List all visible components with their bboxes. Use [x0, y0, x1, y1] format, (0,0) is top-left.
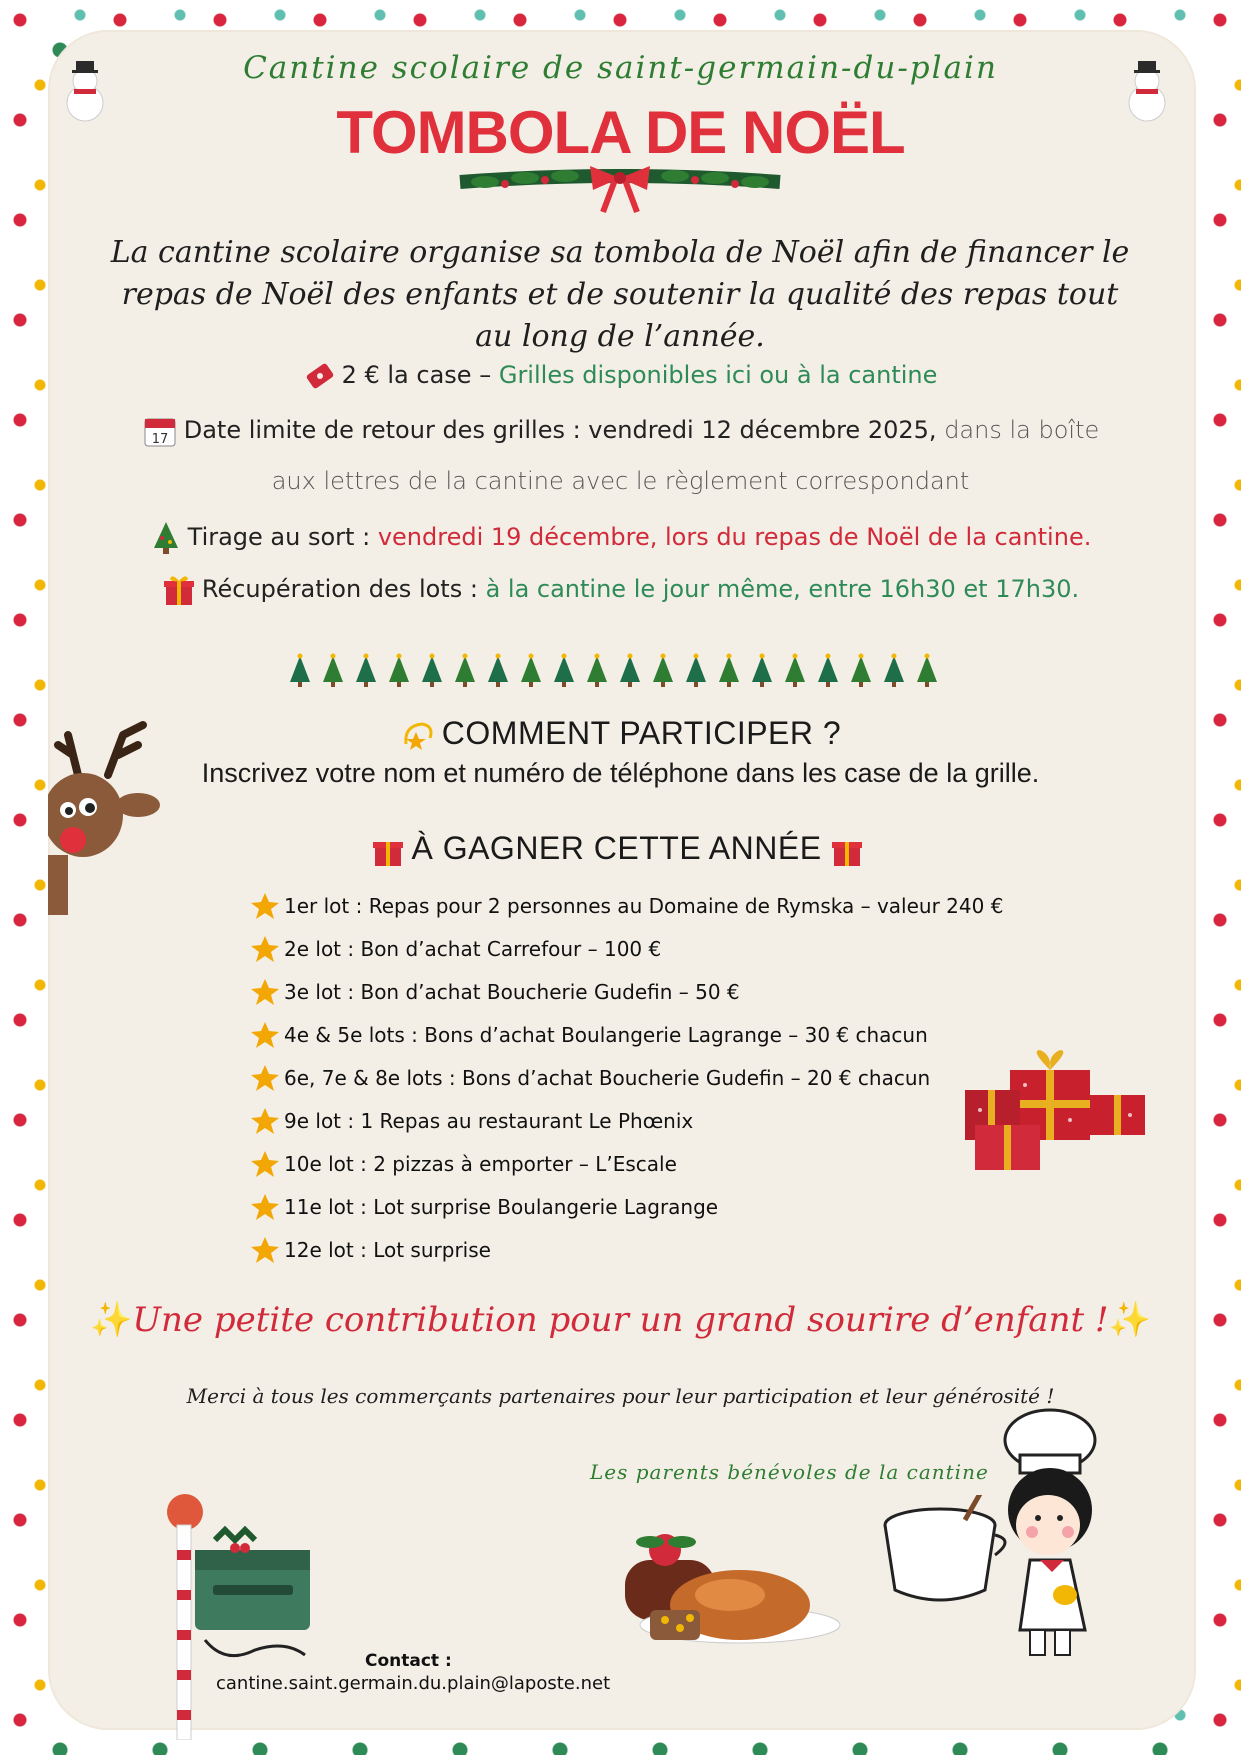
page-title: TOMBOLA DE NOËL [336, 99, 905, 166]
list-item [250, 1019, 928, 1051]
gifts-stack-icon [960, 1050, 1160, 1175]
star-icon [250, 891, 280, 921]
christmas-tree-icon [620, 654, 640, 688]
list-item [250, 1062, 930, 1094]
thanks-text: Merci à tous les commerçants partenaires pour leur participation et leur générosité ! [186, 1384, 1055, 1408]
price-line [0, 360, 1241, 392]
christmas-tree-icon [290, 654, 310, 688]
draw-line [0, 520, 1241, 556]
prize-text: 4e & 5e lots : Bons d’achat Boulangerie Lagrange – 30 € chacun [284, 1023, 928, 1047]
pickup-label: Récupération des lots : [201, 575, 478, 603]
list-item [250, 1105, 693, 1137]
christmas-tree-icon [389, 654, 409, 688]
svg-text:17: 17 [151, 432, 169, 447]
gift-icon [830, 834, 864, 868]
pickup-line [0, 573, 1241, 607]
christmas-tree-icon [554, 654, 574, 688]
christmas-tree-icon [917, 654, 937, 688]
slogan [0, 1300, 1241, 1340]
participate-title: COMMENT PARTICIPER ? [441, 715, 842, 751]
star-icon [250, 1063, 280, 1093]
draw-value: vendredi 19 décembre, lors du repas de Noël de la cantine. [377, 523, 1092, 551]
star-icon [250, 1020, 280, 1050]
gift-icon [162, 573, 196, 607]
draw-label: Tirage au sort : [187, 523, 371, 551]
signature: Les parents bénévoles de la cantine [590, 1460, 989, 1484]
deadline-value-2: aux lettres de la cantine avec le règlement correspondant [271, 467, 970, 495]
christmas-tree-icon [455, 654, 475, 688]
prizes-heading [0, 830, 1241, 868]
mailbox-icon [165, 1490, 325, 1740]
holly-garland-icon [455, 160, 785, 216]
christmas-tree-icon [587, 654, 607, 688]
participate-text: Inscrivez votre nom et numéro de téléphone dans les case de la grille. [201, 758, 1040, 788]
prizes-title: À GAGNER CETTE ANNÉE [411, 830, 822, 866]
christmas-tree-icon [150, 520, 182, 556]
star-icon [250, 934, 280, 964]
christmas-tree-icon [521, 654, 541, 688]
contact-label: Contact : [365, 1651, 452, 1671]
star-icon [250, 977, 280, 1007]
calendar-icon [142, 413, 178, 449]
gift-icon [371, 834, 405, 868]
christmas-tree-icon [818, 654, 838, 688]
participate-heading [0, 715, 1241, 754]
christmas-tree-icon [719, 654, 739, 688]
star-icon [250, 1106, 280, 1136]
christmas-tree-icon [356, 654, 376, 688]
prize-text: 12e lot : Lot surprise [284, 1238, 491, 1262]
christmas-tree-icon [785, 654, 805, 688]
star-icon [250, 1235, 280, 1265]
christmas-tree-icon [686, 654, 706, 688]
prize-text: 1er lot : Repas pour 2 personnes au Domaine de Rymska – valeur 240 € [284, 894, 1004, 918]
intro-text: La cantine scolaire organise sa tombola de Noël afin de financer le repas de Noël des enfants et de soutenir la qualité des repas tout au long de l’année. [110, 235, 1130, 354]
cooking-pot-icon [870, 1495, 1020, 1610]
christmas-tree-icon [653, 654, 673, 688]
deadline-label: Date limite de retour des grilles : vendredi 12 décembre 2025, [183, 416, 937, 444]
deadline-value-1: dans la boîte [944, 416, 1100, 444]
christmas-tree-icon [422, 654, 442, 688]
list-item [250, 1191, 718, 1223]
reindeer-icon [48, 715, 168, 915]
prize-text: 2e lot : Bon d’achat Carrefour – 100 € [284, 937, 662, 961]
prize-text: 11e lot : Lot surprise Boulangerie Lagrange [284, 1195, 719, 1219]
slogan-text: Une petite contribution pour un grand sourire d’enfant ! [132, 1300, 1109, 1340]
list-item [250, 933, 661, 965]
list-item [250, 1148, 677, 1180]
prize-text: 3e lot : Bon d’achat Boucherie Gudefin – 50 € [284, 980, 740, 1004]
sparkles-icon: ✨ [90, 1300, 133, 1340]
list-item [250, 1234, 491, 1266]
pickup-value: à la cantine le jour même, entre 16h30 et 17h30. [485, 575, 1080, 603]
school-canteen-name: Cantine scolaire de saint-germain-du-plain [243, 50, 998, 86]
christmas-food-icon [620, 1520, 860, 1670]
list-item [250, 890, 1003, 922]
christmas-tree-icon [884, 654, 904, 688]
christmas-tree-icon [488, 654, 508, 688]
price-label: 2 € la case – [341, 361, 492, 389]
prize-text: 9e lot : 1 Repas au restaurant Le Phœnix [284, 1109, 694, 1133]
prize-text: 6e, 7e & 8e lots : Bons d’achat Boucherie Gudefin – 20 € chacun [284, 1066, 931, 1090]
prize-text: 10e lot : 2 pizzas à emporter – L’Escale [284, 1152, 677, 1176]
contact-email: cantine.saint.germain.du.plain@laposte.net [216, 1673, 611, 1694]
deadline-line [0, 413, 1241, 449]
tree-divider-icon [280, 652, 940, 690]
christmas-tree-icon [851, 654, 871, 688]
list-item [250, 976, 740, 1008]
ticket-icon [304, 360, 336, 392]
dizzy-star-icon [400, 718, 436, 754]
price-value: Grilles disponibles ici ou à la cantine [498, 361, 938, 389]
star-icon [250, 1192, 280, 1222]
star-icon [250, 1149, 280, 1179]
sparkles-icon: ✨ [1108, 1300, 1151, 1340]
christmas-tree-icon [752, 654, 772, 688]
christmas-tree-icon [323, 654, 343, 688]
